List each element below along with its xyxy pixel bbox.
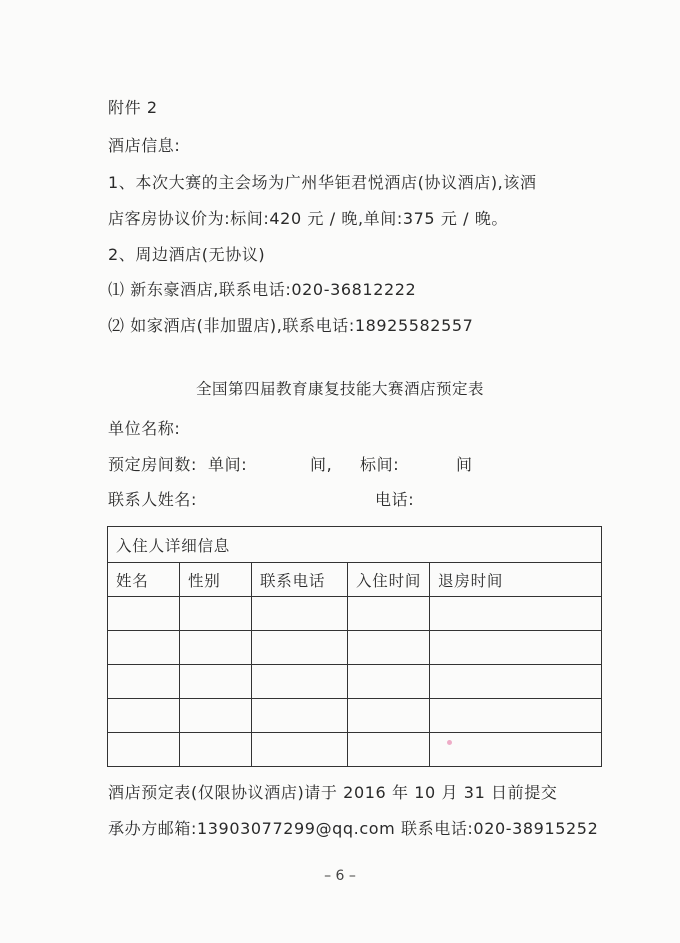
table-cell[interactable] <box>430 733 602 767</box>
table-cell[interactable] <box>108 631 180 665</box>
table-cell[interactable] <box>108 665 180 699</box>
standard-room-label: 标间: <box>360 455 400 474</box>
hotel-info-heading: 酒店信息: <box>108 136 181 155</box>
table-row <box>108 733 602 767</box>
header-checkout: 退房时间 <box>430 563 602 597</box>
table-row <box>108 699 602 733</box>
header-phone: 联系电话 <box>252 563 348 597</box>
table-cell[interactable] <box>430 597 602 631</box>
room-unit-2: 间 <box>456 455 473 474</box>
footer-line2: 承办方邮箱:13903077299@qq.com 联系电话:020-38915252 <box>108 819 599 838</box>
guest-details-table <box>107 526 602 767</box>
table-cell[interactable] <box>108 733 180 767</box>
table-cell[interactable] <box>252 665 348 699</box>
table-cell[interactable] <box>180 597 252 631</box>
table-cell[interactable] <box>180 699 252 733</box>
table-cell[interactable] <box>348 597 430 631</box>
table-cell[interactable] <box>108 597 180 631</box>
table-cell[interactable] <box>252 699 348 733</box>
footer-line1: 酒店预定表(仅限协议酒店)请于 2016 年 10 月 31 日前提交 <box>108 783 558 802</box>
table-cell[interactable] <box>348 699 430 733</box>
table-header-row <box>108 563 602 597</box>
table-cell[interactable] <box>180 665 252 699</box>
item2-heading: 2、周边酒店(无协议) <box>108 245 266 264</box>
table-row <box>108 665 602 699</box>
table-cell[interactable] <box>430 665 602 699</box>
item1-line2: 店客房协议价为:标间:420 元 / 晚,单间:375 元 / 晚。 <box>108 209 509 228</box>
phone-label: 电话: <box>375 490 415 509</box>
ink-mark <box>447 740 452 745</box>
room-unit-1: 间, <box>310 455 333 474</box>
table-cell[interactable] <box>180 733 252 767</box>
attachment-label: 附件 2 <box>108 98 158 117</box>
table-row <box>108 597 602 631</box>
contact-name-label: 联系人姓名: <box>108 490 197 509</box>
table-cell[interactable] <box>348 631 430 665</box>
form-title: 全国第四届教育康复技能大赛酒店预定表 <box>195 380 484 398</box>
header-checkin: 入住时间 <box>348 563 430 597</box>
page-number: – 6 – <box>324 868 356 884</box>
table-row <box>108 631 602 665</box>
single-room-label: 单间: <box>208 455 248 474</box>
table-cell[interactable] <box>430 699 602 733</box>
table-cell[interactable] <box>108 699 180 733</box>
table-cell[interactable] <box>180 631 252 665</box>
table-cell[interactable] <box>348 665 430 699</box>
table-cell[interactable] <box>430 631 602 665</box>
table-cell[interactable] <box>252 733 348 767</box>
table-cell[interactable] <box>348 733 430 767</box>
item1-line1: 1、本次大赛的主会场为广州华钜君悦酒店(协议酒店),该酒 <box>108 173 537 192</box>
table-cell[interactable] <box>252 597 348 631</box>
table-cell[interactable] <box>252 631 348 665</box>
hotel-a: ⑴ 新东豪酒店,联系电话:020-36812222 <box>108 280 417 299</box>
unit-name-label: 单位名称: <box>108 419 181 438</box>
header-gender: 性别 <box>180 563 252 597</box>
rooms-label: 预定房间数: <box>108 455 197 474</box>
header-name: 姓名 <box>108 563 180 597</box>
table-caption: 入住人详细信息 <box>108 527 602 563</box>
hotel-b: ⑵ 如家酒店(非加盟店),联系电话:18925582557 <box>108 316 474 335</box>
